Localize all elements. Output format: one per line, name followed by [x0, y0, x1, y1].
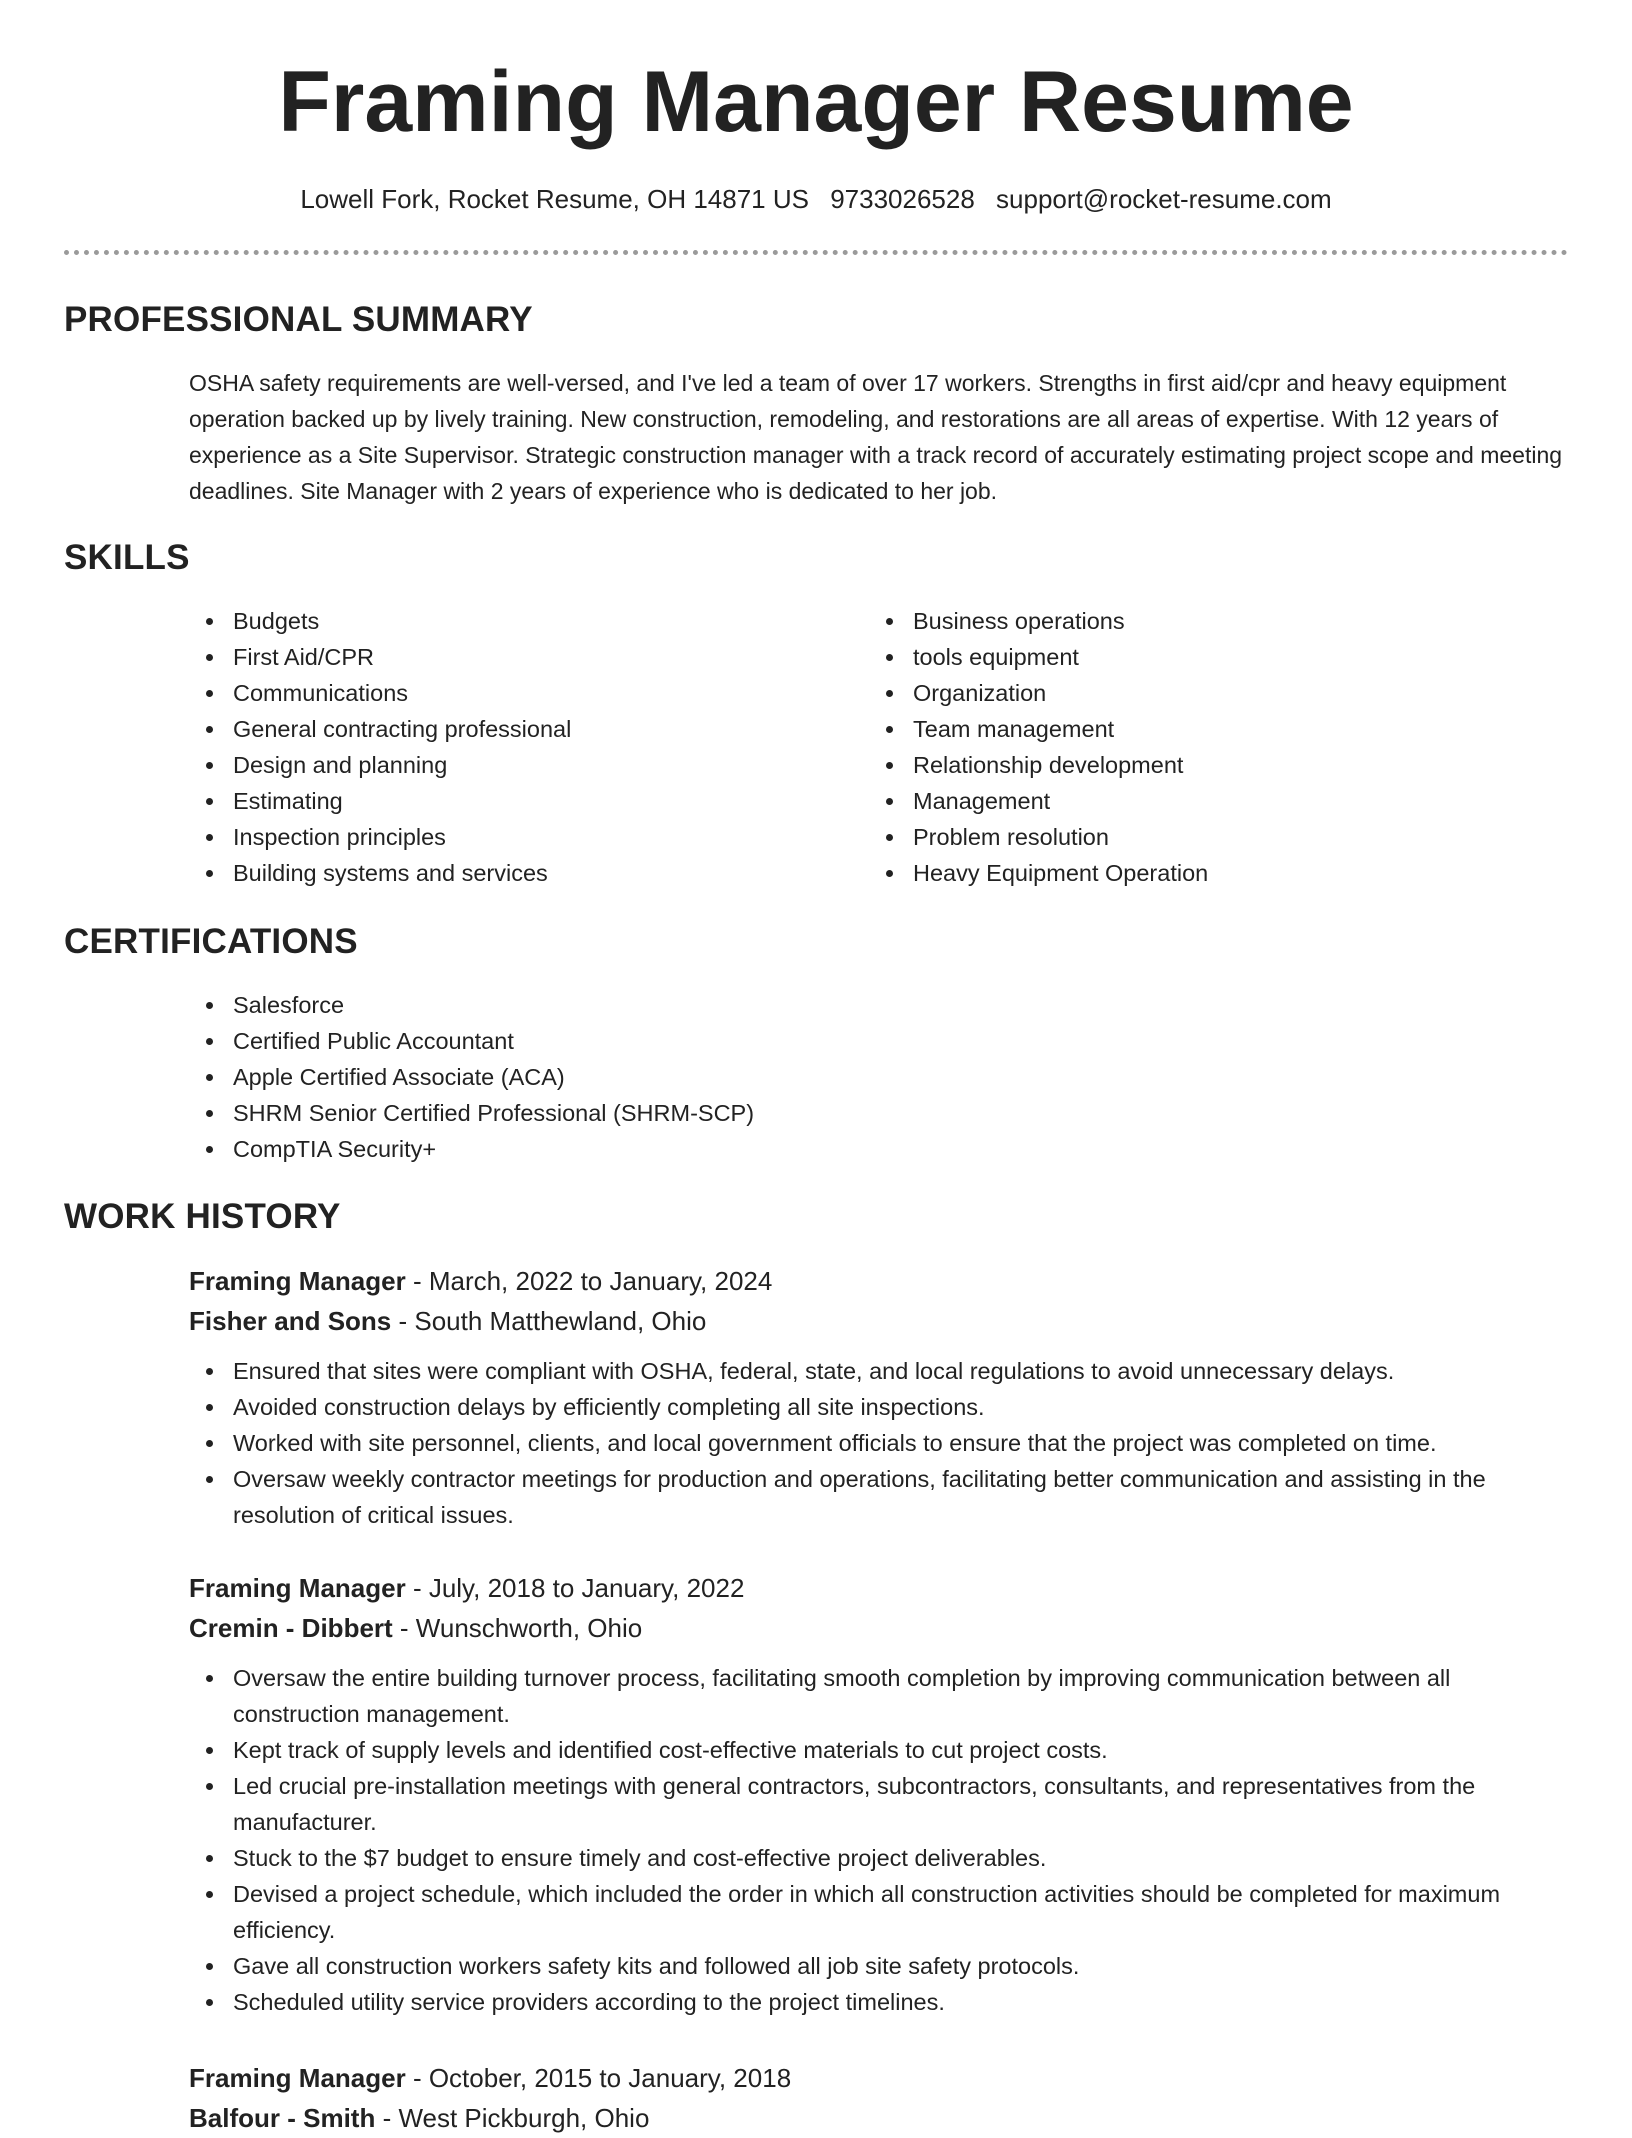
contact-phone: 9733026528	[830, 184, 975, 214]
job-duty: Ensured that sites were compliant with OSHA, federal, state, and local regulations to avoid unnecessary delays.	[189, 1353, 1579, 1389]
job-dates: - July, 2018 to January, 2022	[405, 1573, 745, 1603]
skill-item: Budgets	[189, 603, 829, 639]
skill-item: Design and planning	[189, 747, 829, 783]
job-dates: - October, 2015 to January, 2018	[405, 2063, 792, 2093]
job-location: - Wunschworth, Ohio	[392, 1613, 643, 1643]
skill-item: Management	[869, 783, 1509, 819]
job-duty: Oversaw weekly contractor meetings for production and operations, facilitating better communication and assisting in the resolution of critical issues.	[189, 1461, 1579, 1533]
work-history-heading: WORK HISTORY	[64, 1197, 341, 1236]
skill-item: Relationship development	[869, 747, 1509, 783]
job-title: Framing Manager	[189, 1266, 406, 1296]
job-duty: Devised a project schedule, which included the order in which all construction activities should be completed for maximum efficiency.	[189, 1876, 1579, 1948]
contact-email: support@rocket-resume.com	[996, 184, 1332, 214]
job-entry	[189, 1261, 1579, 1533]
skills-list-right	[869, 603, 1509, 891]
contact-address: Lowell Fork, Rocket Resume, OH 14871 US	[300, 184, 809, 214]
skill-item: General contracting professional	[189, 711, 829, 747]
summary-text: OSHA safety requirements are well-versed, and I've led a team of over 17 workers. Strengths in first aid/cpr and heavy equipment operation backed up by lively training. New construction, remodeling, and restorations are all areas of expertise. With 12 years of experience as a Site Supervisor. Strategic construction manager with a track record of accurately estimating project scope and meeting deadlines. Site Manager with 2 years of experience who is dedicated to her job.	[189, 370, 1563, 504]
certification-item: CompTIA Security+	[189, 1131, 1089, 1167]
job-company-line	[189, 1301, 1579, 1341]
skill-item: Team management	[869, 711, 1509, 747]
skill-item: tools equipment	[869, 639, 1509, 675]
skill-item: Estimating	[189, 783, 829, 819]
job-entry	[189, 1568, 1579, 2020]
job-title: Framing Manager	[189, 1573, 406, 1603]
job-company: Balfour - Smith	[189, 2103, 376, 2133]
job-title-line	[189, 2058, 1579, 2098]
job-entry	[189, 2058, 1579, 2138]
skill-item: Communications	[189, 675, 829, 711]
contact-line	[0, 182, 1632, 216]
job-duty: Scheduled utility service providers according to the project timelines.	[189, 1984, 1579, 2020]
certification-item: SHRM Senior Certified Professional (SHRM-SCP)	[189, 1095, 1089, 1131]
skills-heading: SKILLS	[64, 538, 190, 577]
job-duty: Stuck to the $7 budget to ensure timely and cost-effective project deliverables.	[189, 1840, 1579, 1876]
job-duty: Kept track of supply levels and identified cost-effective materials to cut project costs.	[189, 1732, 1579, 1768]
skill-item: Inspection principles	[189, 819, 829, 855]
job-company: Cremin - Dibbert	[189, 1613, 393, 1643]
certification-item: Certified Public Accountant	[189, 1023, 1089, 1059]
summary-heading: PROFESSIONAL SUMMARY	[64, 300, 533, 339]
certifications-heading: CERTIFICATIONS	[64, 922, 358, 961]
skill-item: Building systems and services	[189, 855, 829, 891]
skill-item: Business operations	[869, 603, 1509, 639]
job-company-line	[189, 1608, 1579, 1648]
skills-list-left	[189, 603, 829, 891]
skill-item: First Aid/CPR	[189, 639, 829, 675]
job-dates: - March, 2022 to January, 2024	[405, 1266, 773, 1296]
job-duties-list	[189, 1353, 1579, 1533]
skill-item: Heavy Equipment Operation	[869, 855, 1509, 891]
job-title: Framing Manager	[189, 2063, 406, 2093]
certifications-list	[189, 987, 1089, 1167]
job-title-line	[189, 1568, 1579, 1608]
job-duty: Worked with site personnel, clients, and local government officials to ensure that the project was completed on time.	[189, 1425, 1579, 1461]
certification-item: Apple Certified Associate (ACA)	[189, 1059, 1089, 1095]
job-duty: Led crucial pre-installation meetings with general contractors, subcontractors, consultants, and representatives from the manufacturer.	[189, 1768, 1579, 1840]
skill-item: Problem resolution	[869, 819, 1509, 855]
job-company: Fisher and Sons	[189, 1306, 392, 1336]
skill-item: Organization	[869, 675, 1509, 711]
job-duty: Avoided construction delays by efficiently completing all site inspections.	[189, 1389, 1579, 1425]
header-divider	[64, 250, 1568, 255]
job-location: - South Matthewland, Ohio	[391, 1306, 707, 1336]
job-duties-list	[189, 1660, 1579, 2020]
resume-title: Framing Manager Resume	[278, 54, 1354, 150]
certification-item: Salesforce	[189, 987, 1089, 1023]
job-duty: Gave all construction workers safety kits and followed all job site safety protocols.	[189, 1948, 1579, 1984]
job-title-line	[189, 1261, 1579, 1301]
job-company-line	[189, 2098, 1579, 2138]
job-duty: Oversaw the entire building turnover process, facilitating smooth completion by improving communication between all construction management.	[189, 1660, 1579, 1732]
job-location: - West Pickburgh, Ohio	[375, 2103, 650, 2133]
